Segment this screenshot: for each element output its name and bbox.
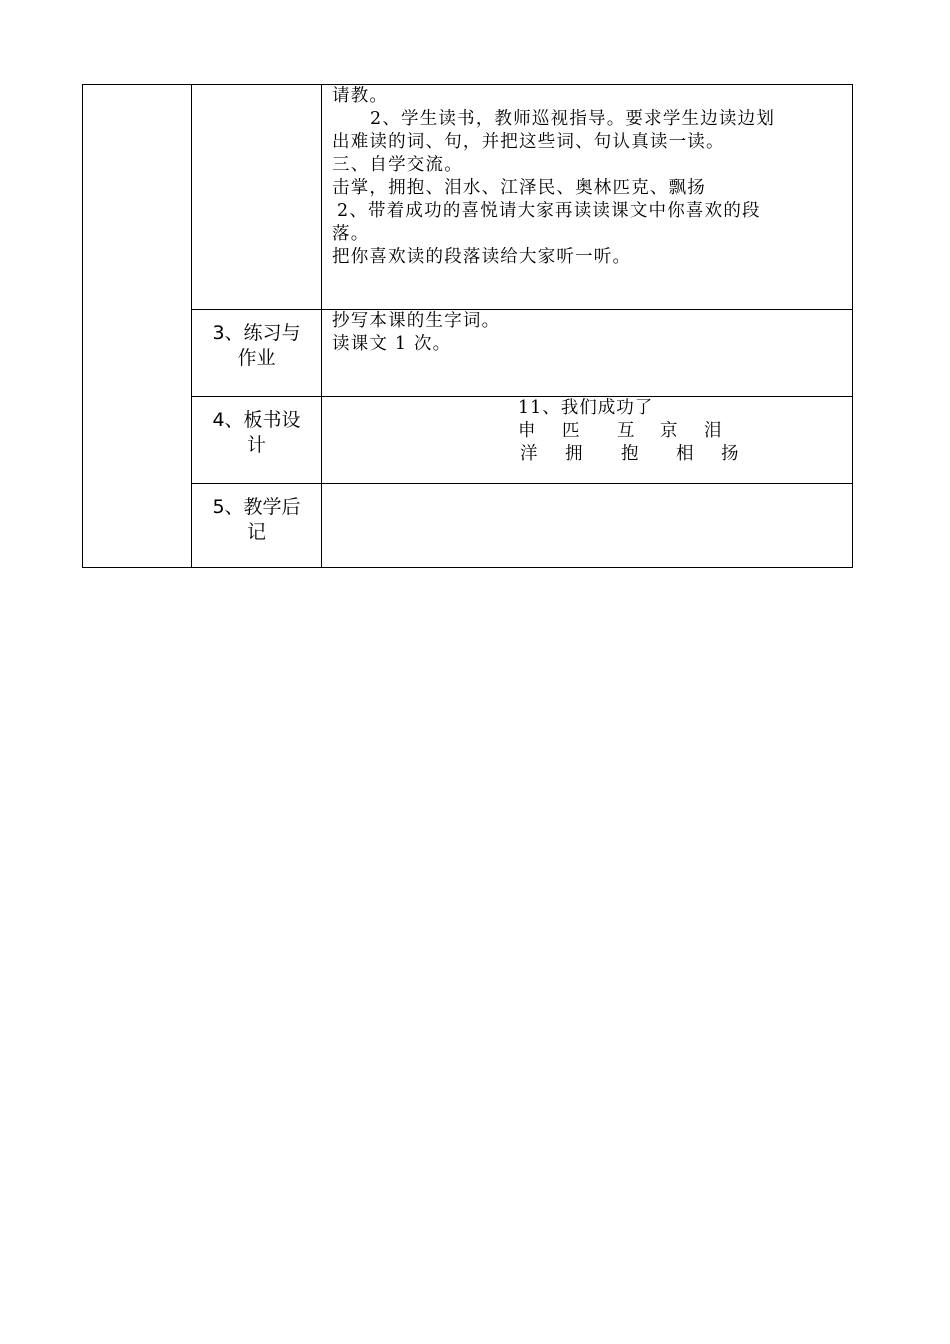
text-line: 2、带着成功的喜悦请大家再读读课文中你喜欢的段 (337, 201, 761, 221)
text-line: 出难读的词、句，并把这些词、句认真读一读。 (332, 132, 725, 152)
text-line: 2、学生读书，教师巡视指导。要求学生边读边划 (370, 109, 776, 129)
label-line: 4、板书设 (212, 409, 301, 431)
board-design-row (83, 397, 853, 484)
board-char: 京 (660, 421, 679, 441)
board-char: 泪 (704, 421, 723, 441)
text-line: 把你喜欢读的段落读给大家听一听。 (332, 247, 632, 267)
board-char: 匹 (562, 421, 581, 441)
teaching-process-content (322, 85, 853, 310)
text-line: 读课文 1 次。 (332, 334, 452, 354)
board-title: 11、我们成功了 (518, 398, 654, 418)
text-line: 落。 (332, 224, 370, 244)
outer-left-cell (83, 85, 192, 568)
text-line: 抄写本课的生字词。 (332, 311, 501, 331)
board-char: 抱 (621, 444, 640, 464)
board-char: 申 (518, 421, 537, 441)
label-line: 5、教学后 (212, 496, 301, 518)
board-chars-row-2 (332, 443, 844, 466)
homework-row (83, 310, 853, 397)
text-line: 击掌，拥抱、泪水、江泽民、奥林匹克、飘扬 (332, 178, 706, 198)
reflection-label (192, 484, 322, 568)
board-char: 拥 (565, 444, 584, 464)
label-line: 记 (246, 521, 266, 543)
teaching-process-label-cell (192, 85, 322, 310)
lesson-plan-table (82, 84, 853, 568)
board-chars-row-1 (332, 420, 844, 443)
teaching-process-row (83, 85, 853, 310)
board-char: 洋 (520, 444, 539, 464)
reflection-row (83, 484, 853, 568)
label-line: 作业 (237, 347, 276, 369)
reflection-content (322, 484, 853, 568)
board-design-content (322, 397, 853, 484)
text-line: 请教。 (332, 86, 389, 106)
homework-content (322, 310, 853, 397)
board-char: 相 (676, 444, 695, 464)
label-line: 3、练习与 (212, 322, 301, 344)
homework-label (192, 310, 322, 397)
board-char: 互 (617, 421, 636, 441)
label-line: 计 (246, 434, 266, 456)
text-line: 三、自学交流。 (332, 155, 463, 175)
board-design-label (192, 397, 322, 484)
board-char: 扬 (721, 444, 740, 464)
